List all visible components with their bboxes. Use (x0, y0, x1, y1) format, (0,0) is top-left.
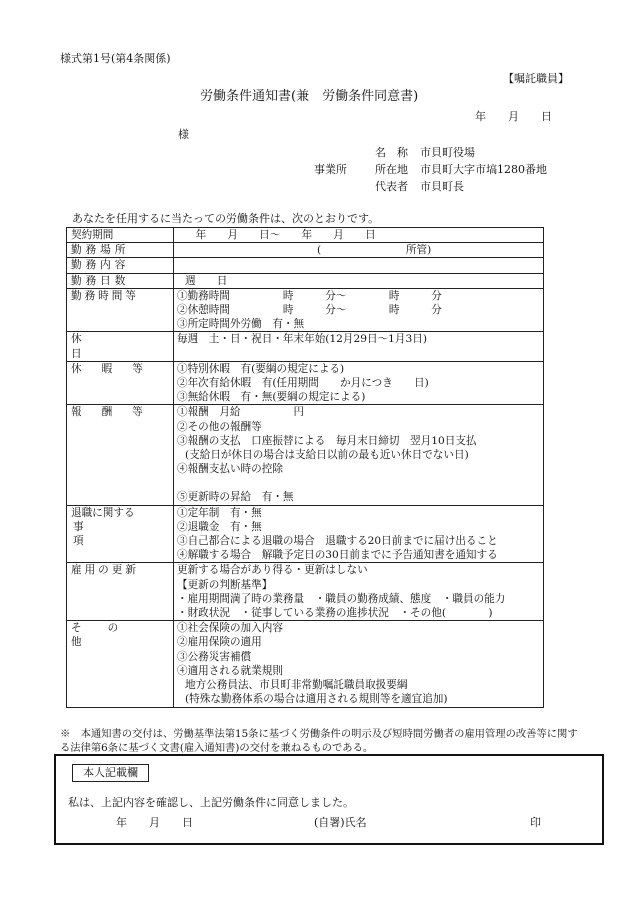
issue-date: 年 月 日 (475, 110, 552, 123)
consent-box (54, 754, 604, 845)
row-duties (67, 258, 544, 273)
workplace-value: ( 所管) (317, 244, 432, 257)
row-workplace (67, 243, 544, 258)
employee-category: 【嘱託職員】 (503, 72, 569, 85)
accident-compensation-line: ③公務災害補償 (177, 650, 252, 663)
signature-label[interactable]: (自署)氏名 (314, 816, 367, 829)
employer-name-label: 名 称 (375, 146, 408, 159)
row-work-days (67, 273, 544, 288)
label-retirement-1: 退職に関する (71, 506, 135, 519)
row-holidays (67, 332, 544, 361)
row-pay (67, 405, 544, 505)
work-hours-line: ①勤務時間 時 分～ 時 分 (177, 289, 442, 302)
row-retirement (67, 505, 544, 563)
employer-address-label: 所在地 (375, 163, 408, 176)
addressee-suffix: 様 (178, 128, 189, 141)
annual-leave-line: ②年次有給休暇 有(任用期間 か月につき 日) (177, 377, 429, 390)
social-insurance-line: ①社会保険の加入内容 (177, 622, 283, 635)
holidays-value: 毎週 土・日・祝日・年末年始(12月29日～1月3日) (177, 333, 427, 346)
row-work-hours (67, 288, 544, 332)
work-days-value: 週 日 (185, 274, 228, 287)
label-contract-period: 契約期間 (71, 229, 114, 241)
renewal-possibility-line: 更新する場合があり得る・更新はしない (177, 564, 368, 577)
legal-note: ※ 本通知書の交付は、労働基準法第15条に基づく労働条件の明示及び短時間労働者の雇用管理の改善等に関する法律第6条に基づく文書(雇入通知書)の交付を兼ねるものである。 (60, 728, 578, 754)
row-renewal (67, 563, 544, 621)
retirement-age-line: ①定年制 有・無 (177, 506, 262, 519)
special-leave-line: ①特別休暇 有(要綱の規定による) (177, 362, 345, 375)
label-work-hours: 勤務時間等 (71, 289, 139, 302)
employment-insurance-line: ②雇用保険の適用 (177, 636, 262, 649)
work-rules-line: ④適用される就業規則 (177, 664, 283, 677)
pay-spacer (177, 476, 543, 490)
label-holidays: 休日 (71, 333, 136, 360)
seal-mark: 印 (530, 816, 541, 829)
severance-line: ②退職金 有・無 (177, 520, 262, 533)
row-other (67, 621, 544, 707)
voluntary-resignation-line: ③自己都合による退職の場合 退職する20日前までに届け出ること (177, 535, 498, 548)
label-leave: 休暇等 (71, 362, 163, 375)
label-pay: 報酬等 (71, 406, 163, 419)
label-work-days: 勤務日数 (71, 274, 130, 287)
consent-box-title: 本人記載欄 (72, 764, 149, 782)
renewal-raise-line: ⑤更新時の昇給 有・無 (177, 491, 294, 504)
deductions-line: ④報酬支払い時の控除 (177, 463, 283, 476)
other-pay-line: ②その他の報酬等 (177, 420, 262, 433)
label-workplace: 勤務場所 (71, 244, 130, 257)
employer-name: 市貝町役場 (420, 146, 475, 159)
row-leave (67, 361, 544, 405)
overtime-line: ③所定時間外労働 有・無 (177, 318, 305, 331)
form-number: 様式第1号(第4条関係) (60, 52, 171, 65)
renewal-criteria-line-1: ・雇用期間満了時の業務量 ・職員の勤務成績、態度 ・職員の能力 (177, 592, 506, 605)
employer-address: 市貝町大字市塙1280番地 (420, 163, 547, 176)
break-hours-line: ②休憩時間 時 分～ 時 分 (177, 304, 442, 317)
contract-period-value: 年 月 日～ 年 月 日 (185, 229, 376, 241)
payment-holiday-note: (支給日が休日の場合は支給日以前の最も近い休日でない日) (185, 449, 469, 462)
monthly-pay-line: ①報酬 月給 円 (177, 406, 305, 419)
employer-rep: 市貝町長 (420, 180, 464, 193)
dismissal-line: ④解職する場合 解職予定日の30日前までに予告通知書を通知する (177, 549, 498, 562)
consent-statement: 私は、上記内容を確認し、上記労働条件に同意しました。 (68, 796, 354, 809)
label-renewal: 雇用の更新 (71, 564, 139, 577)
work-rules-note-line: (特殊な勤務体系の場合は適用される規則等を適宜追加) (185, 693, 448, 706)
label-retirement-2: 事項 (73, 520, 126, 548)
document-title: 労働条件通知書(兼 労働条件同意書) (200, 89, 419, 104)
office-label: 事業所 (314, 163, 347, 176)
renewal-criteria-line-2: ・財政状況 ・従事している業務の進捗状況 ・その他( ) (177, 607, 493, 620)
payment-method-line: ③報酬の支払 口座振替による 毎月末日締切 翌月10日支払 (177, 434, 477, 447)
unpaid-leave-line: ③無給休暇 有・無(要綱の規定による) (177, 391, 366, 404)
label-other: その他 (71, 622, 145, 649)
renewal-criteria-heading: 【更新の判断基準】 (177, 578, 273, 591)
consent-date: 年 月 日 (116, 816, 193, 829)
label-duties: 勤務内容 (71, 259, 130, 272)
employer-rep-label: 代表者 (375, 180, 408, 193)
work-rules-detail-line: 地方公務員法、市貝町非常勤嘱託職員取扱要綱 (185, 679, 408, 692)
intro-text: あなたを任用するに当たっての労働条件は、次のとおりです。 (72, 212, 380, 225)
conditions-table (66, 227, 544, 708)
row-contract-period (67, 228, 544, 243)
